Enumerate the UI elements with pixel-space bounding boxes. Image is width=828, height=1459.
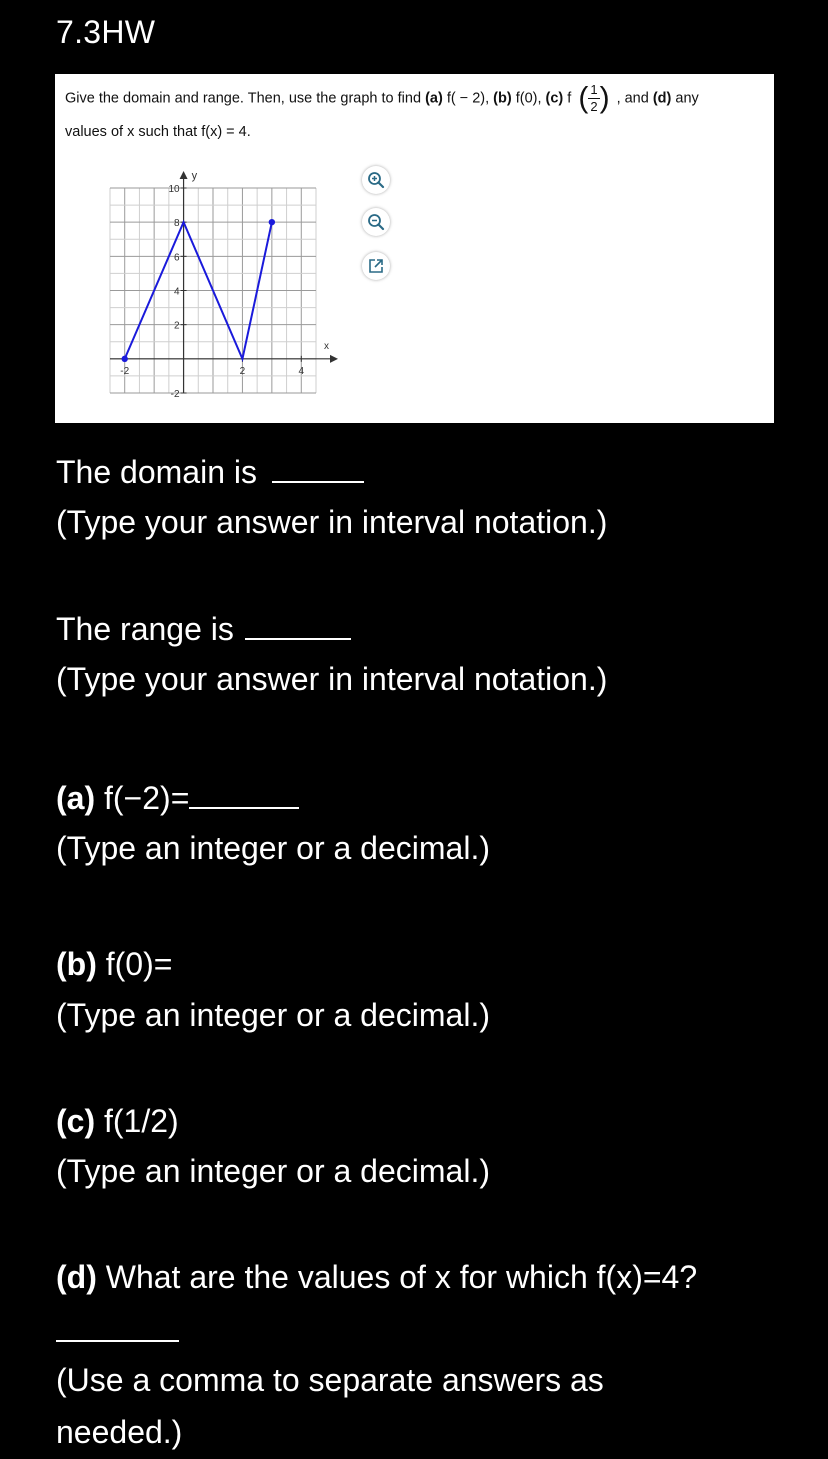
y-tick-label: 2	[174, 320, 180, 332]
part-c-question	[56, 1095, 179, 1147]
question-panel	[55, 74, 774, 423]
q-d-expr: What are the values of x for which f(x)=4?	[96, 1259, 698, 1295]
range-text: The range is	[56, 611, 234, 647]
part-b-label: (b)	[493, 90, 512, 107]
q-a-expr: f(−2)=	[95, 780, 190, 816]
range-answer-input[interactable]	[245, 638, 351, 640]
x-tick-label: 2	[239, 365, 246, 377]
q-a-label: (a)	[56, 780, 96, 816]
domain-hint: (Type your answer in interval notation.)	[56, 504, 608, 540]
external-link-icon	[367, 257, 385, 275]
zoom-out-button[interactable]	[362, 208, 390, 236]
part-b-expr: f(0),	[511, 90, 546, 107]
function-graph	[55, 74, 774, 423]
zoom-in-button[interactable]	[362, 166, 390, 194]
endpoint-dot	[122, 356, 128, 362]
popout-button[interactable]	[362, 252, 390, 280]
part-d-answer-input[interactable]	[56, 1340, 179, 1342]
range-question	[56, 603, 351, 655]
part-a-hint: (Type an integer or a decimal.)	[56, 830, 490, 866]
fraction-denominator: 2	[590, 99, 598, 114]
q-b-label: (b)	[56, 946, 97, 982]
domain-answer-input[interactable]	[272, 481, 364, 483]
endpoint-dot	[269, 219, 275, 225]
domain-question	[56, 446, 364, 498]
q-d-label: (d)	[56, 1259, 97, 1295]
part-c-label: (c)	[545, 90, 564, 107]
x-axis-arrow	[330, 355, 338, 363]
y-tick-label: 10	[168, 184, 180, 195]
part-a-answer-input[interactable]	[189, 807, 299, 809]
x-tick-label: 4	[298, 365, 305, 377]
zoom-out-icon	[367, 213, 385, 231]
y-tick-label: 8	[174, 218, 180, 230]
part-a-question	[56, 772, 299, 824]
fraction-one-half: ( $\frac{1}{2}$ )	[578, 81, 610, 115]
domain-text: The domain is	[56, 454, 257, 490]
q-c-expr: f(1/2)	[95, 1103, 179, 1139]
assignment-title: 7.3HW	[56, 14, 156, 50]
prompt-and: , and	[616, 90, 653, 107]
y-tick-label: 4	[174, 286, 180, 298]
y-tick-label: -2	[170, 389, 180, 400]
part-a-label: (a)	[425, 90, 443, 107]
part-d-hint-line-1: (Use a comma to separate answers as	[56, 1362, 604, 1398]
x-tick-label: -2	[120, 365, 130, 377]
y-axis-label: y	[191, 170, 198, 182]
graph-tick-labels	[120, 184, 304, 400]
part-a-expr: f( − 2),	[442, 90, 494, 107]
y-tick-label: 6	[174, 252, 180, 264]
part-d-question	[56, 1251, 697, 1303]
prompt-any: any	[671, 90, 699, 107]
prompt-line-2: values of x such that f(x) = 4.	[65, 123, 251, 140]
graph-axes	[110, 170, 338, 393]
q-c-label: (c)	[56, 1103, 96, 1139]
range-hint: (Type your answer in interval notation.)	[56, 661, 608, 697]
part-c-expr: f	[563, 90, 572, 107]
fraction-numerator: 1	[590, 82, 598, 97]
part-b-question	[56, 938, 172, 990]
y-axis-arrow	[180, 171, 188, 179]
part-d-hint-line-2: needed.)	[56, 1414, 183, 1450]
x-axis-label: x	[324, 340, 329, 352]
part-b-hint: (Type an integer or a decimal.)	[56, 997, 490, 1033]
prompt-text: Give the domain and range. Then, use the graph to find	[65, 90, 426, 107]
part-d-label: (d)	[652, 90, 672, 107]
part-c-hint: (Type an integer or a decimal.)	[56, 1153, 490, 1189]
zoom-in-icon	[367, 171, 385, 189]
q-b-expr: f(0)=	[96, 946, 173, 982]
